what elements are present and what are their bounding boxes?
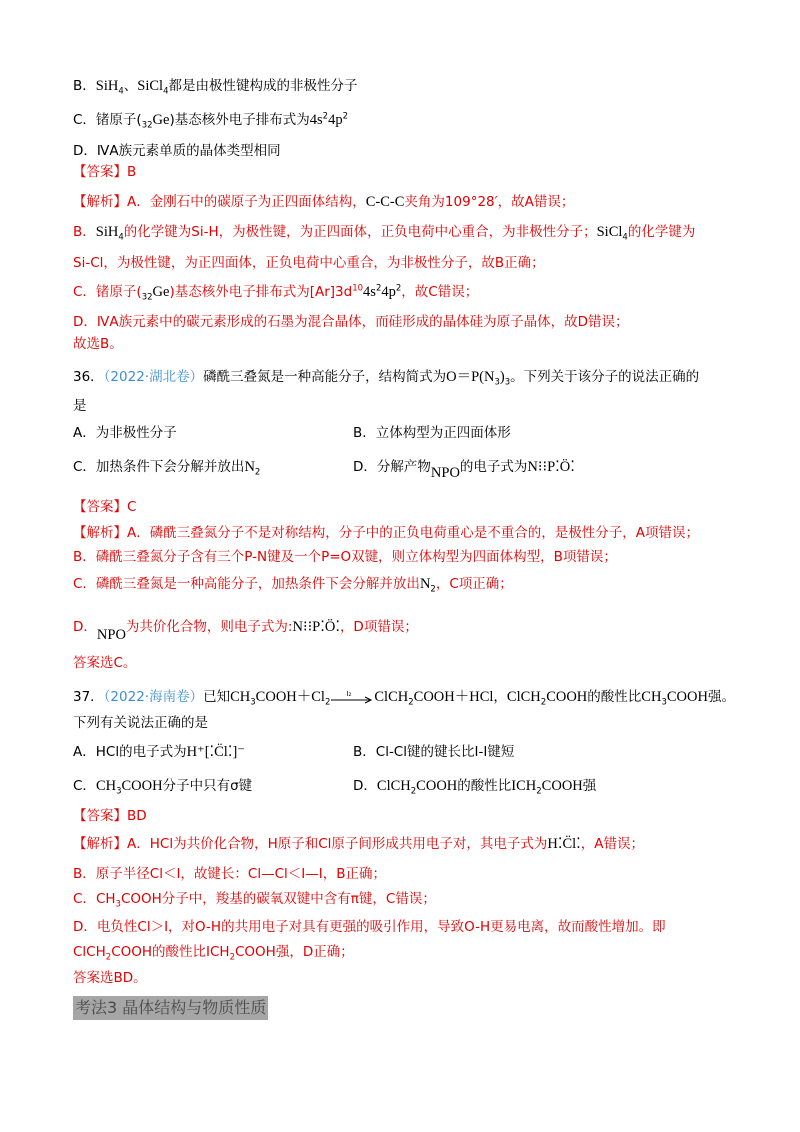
analysis-d-35: D．ⅣA族元素中的碳元素形成的石墨为混合晶体，而硅形成的晶体硅为原子晶体，故D错误；: [73, 314, 629, 330]
question-37-cont: 下列有关说法正确的是: [73, 715, 208, 731]
section-heading: 考法3 晶体结构与物质性质: [73, 996, 268, 1020]
analysis-c-35: C．锗原子$(_{32}Ge)$基态核外电子排布式为$[Ar]3d^{10}4s^24p^2$，故C错误；: [73, 283, 479, 303]
analysis-c-36: C．磷酰三叠氮是一种高能分子，加热条件下会分解并放出$N_2$，C项正确；: [73, 576, 513, 595]
option-c-line: C．锗原子$(_{32}Ge)$基态核外电子排布式为$4s^24p^2$: [73, 111, 348, 131]
option-d-line: D．ⅣA族元素单质的晶体类型相同: [73, 143, 281, 159]
option-a-36: A．为非极性分子: [73, 425, 177, 441]
analysis-c-37: C．$CH_3COOH$分子中，羧基的碳氧双键中含有π键，C错误；: [73, 891, 436, 910]
analysis-a-37: 【解析】A．HCl为共价化合物，H原子和Cl原子间形成共用电子对，其电子式为H⁚C̈l⁚，A错误；: [73, 836, 645, 852]
option-d-37: D．ClCH$_2$COOH的酸性比$ICH_2COOH$强: [353, 778, 597, 797]
analysis-b-36: B．磷酰三叠氮分子含有三个P-N键及一个P=O双键，则立体构型为四面体构型，B项错误；: [73, 549, 617, 565]
option-b-37: B．Cl-Cl键的键长比I-I键短: [353, 744, 515, 760]
question-37: 37．（2022·海南卷）已知$CH_3COOH+Cl_2$ I₂ ClCH$_2$COOH＋HCl，ClCH$_2$COOH的酸性比$CH_3COOH$强。: [73, 689, 735, 708]
electron-formula-npo: N⁝⁝P⁚Ö⁚: [527, 459, 575, 475]
analysis-b-37: B．原子半径Cl＜I，故键长：Cl—Cl＜I—I，B正确；: [73, 866, 386, 882]
electron-formula-hcl: H⁺[⁚C̈l⁚]⁻: [186, 744, 245, 760]
analysis-b-35: B．SiH$_4$的化学键为Si-H，为极性键，为正四面体，正负电荷中心重合，为非极性分子；SiCl$_4$的化学键为: [73, 224, 696, 243]
answer-35: 【答案】B: [73, 164, 137, 180]
option-a-37: A．HCl的电子式为H⁺[⁚C̈l⁚]⁻: [73, 744, 245, 760]
answer-37: 【答案】BD: [73, 808, 147, 824]
option-d-36: D．分解产物NPO的电子式为N⁝⁝P⁚Ö⁚: [353, 459, 575, 481]
conclusion-37: 答案选BD。: [73, 970, 147, 986]
electron-formula-npo-2: N⁝⁝P⁚Ö⁚: [292, 619, 340, 635]
option-b-line: B．SiH$_4$、SiCl$_4$都是由极性键构成的非极性分子: [73, 78, 358, 97]
analysis-d-36: D．NPO为共价化合物，则电子式为:N⁝⁝P⁚Ö⁚，D项错误；: [73, 619, 418, 643]
analysis-b-35-cont: Si-Cl，为极性键，为正四面体，正负电荷中心重合，为非极性分子，故B正确；: [73, 255, 545, 271]
conclusion-36: 答案选C。: [73, 655, 137, 671]
source-tag: （2022·海南卷）: [103, 689, 204, 705]
analysis-a-36: 【解析】A．磷酰三叠氮分子不是对称结构，分子中的正负电荷重心是不重合的，是极性分子，A项错误；: [73, 525, 699, 541]
analysis-d-37-cont: ClCH$_2$COOH的酸性比$ICH_2COOH$强，D正确；: [73, 944, 354, 963]
option-c-36: C．加热条件下会分解并放出$N_2$: [73, 459, 261, 478]
analysis-a-35: 【解析】A．金刚石中的碳原子为正四面体结构，C-C-C夹角为109°28′，故A错误；: [73, 194, 575, 210]
source-tag: （2022·湖北卷）: [103, 369, 204, 385]
answer-36: 【答案】C: [73, 499, 137, 515]
electron-formula-hcl-2: H⁚C̈l⁚: [547, 836, 581, 852]
conclusion-35: 故选B。: [73, 336, 123, 352]
option-c-37: C．$CH_3COOH$分子中只有σ键: [73, 778, 253, 797]
question-36: 36．（2022·湖北卷）磷酰三叠氮是一种高能分子，结构简式为$O=P(N_3)_3$。下列关于该分子的说法正确的: [73, 369, 700, 388]
analysis-d-37: D．电负性Cl＞I，对O-H的共用电子对具有更强的吸引作用，导致O-H更易电离，故而酸性增加。即: [73, 919, 666, 935]
option-b-36: B．立体构型为正四面体形: [353, 425, 511, 441]
question-36-cont: 是: [73, 398, 87, 414]
reaction-arrow: I₂: [330, 690, 374, 704]
